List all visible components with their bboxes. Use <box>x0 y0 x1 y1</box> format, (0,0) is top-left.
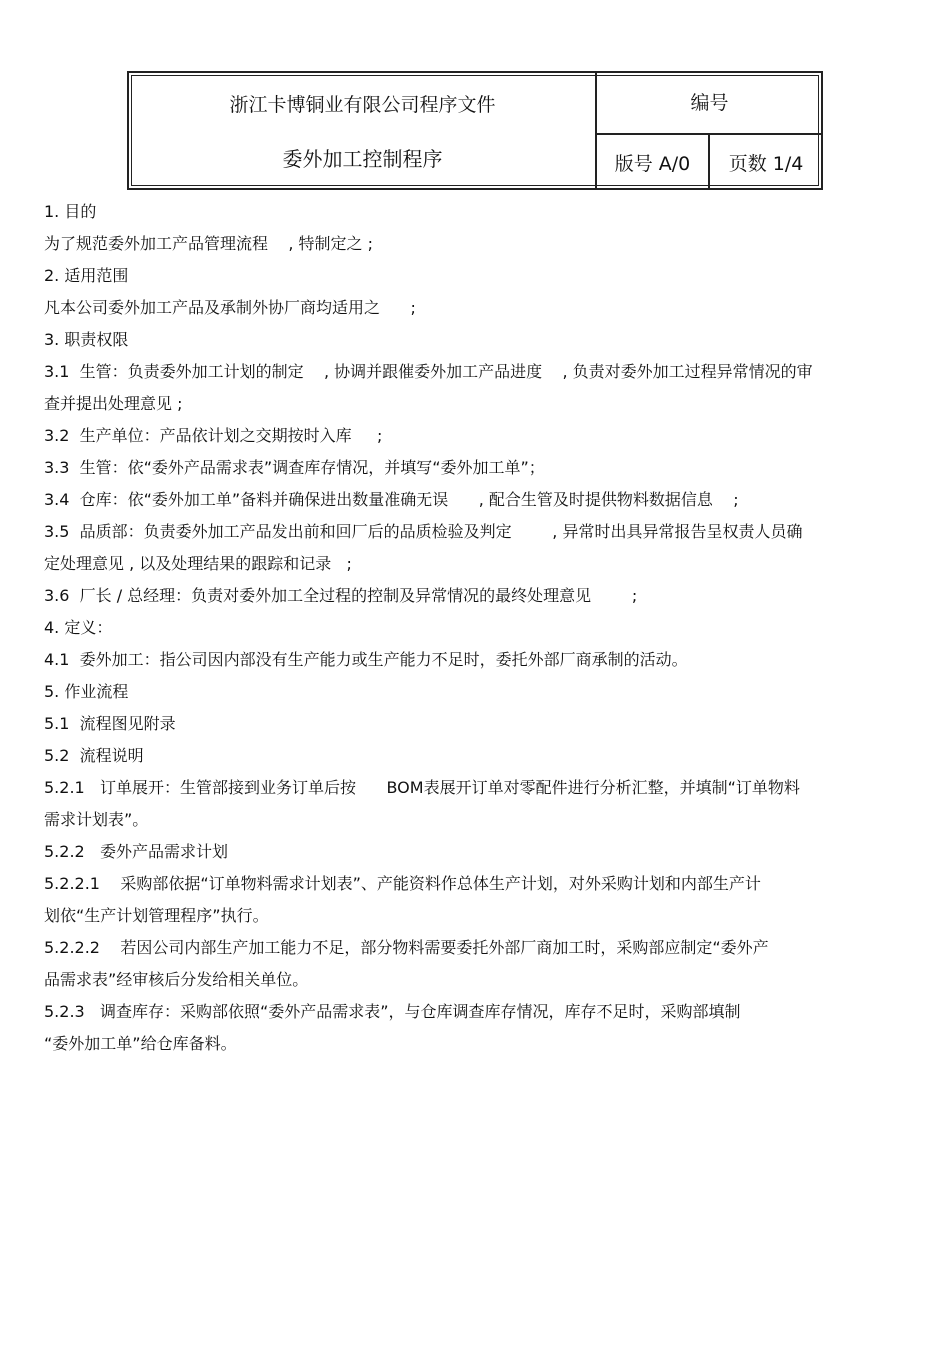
body-line: 3.1 生管：负责委外加工计划的制定 , 协调并跟催委外加工产品进度 , 负责对委外加工过程异常情况的审 <box>44 362 813 381</box>
body-line: 5.2 流程说明 <box>44 746 144 765</box>
body-line: 需求计划表”。 <box>44 810 149 829</box>
document-body <box>44 196 894 1060</box>
body-line: 3.5 品质部：负责委外加工产品发出前和回厂后的品质检验及判定 , 异常时出具异常报告呈权责人员确 <box>44 522 803 541</box>
body-line: 5.2.2.2 若因公司内部生产加工能力不足，部分物料需要委托外部厂商加工时，采购部应制定“委外产 <box>44 938 769 957</box>
company-document-title: 浙江卡博铜业有限公司程序文件 <box>229 93 496 116</box>
body-line: 5.2.2.1 采购部依据“订单物料需求计划表”、产能资料作总体生产计划，对外采购计划和内部生产计 <box>44 874 761 893</box>
procedure-title: 委外加工控制程序 <box>282 146 443 171</box>
body-line: “委外加工单”给仓库备料。 <box>44 1034 237 1053</box>
body-line: 4.1 委外加工：指公司因内部没有生产能力或生产能力不足时，委托外部厂商承制的活动。 <box>44 650 688 669</box>
body-line: 3.6 厂长 / 总经理：负责对委外加工全过程的控制及异常情况的最终处理意见 ; <box>44 586 638 605</box>
body-line: 3.4 仓库：依“委外加工单”备料并确保进出数量准确无误 , 配合生管及时提供物料数据信息 ; <box>44 490 739 509</box>
body-line: 2. 适用范围 <box>44 266 129 285</box>
document-code-label: 编号 <box>690 91 729 114</box>
document-header-table <box>127 71 823 190</box>
body-line: 定处理意见 , 以及处理结果的跟踪和记录 ; <box>44 554 352 573</box>
body-line: 3.2 生产单位：产品依计划之交期按时入库 ; <box>44 426 383 445</box>
body-line: 3.3 生管：依“委外产品需求表”调查库存情况，并填写“委外加工单”； <box>44 458 545 477</box>
body-line: 5. 作业流程 <box>44 682 129 701</box>
body-line: 查并提出处理意见 ; <box>44 394 183 413</box>
body-line: 5.1 流程图见附录 <box>44 714 176 733</box>
body-line: 品需求表”经审核后分发给相关单位。 <box>44 970 309 989</box>
body-line: 为了规范委外加工产品管理流程 , 特制定之 ; <box>44 234 373 253</box>
body-line: 划依“生产计划管理程序”执行。 <box>44 906 269 925</box>
body-line: 4. 定义： <box>44 618 113 637</box>
body-line: 3. 职责权限 <box>44 330 129 349</box>
body-line: 1. 目的 <box>44 202 97 221</box>
body-line: 5.2.1 订单展开：生管部接到业务订单后按 BOM表展开订单对零配件进行分析汇整，并填制“订单物料 <box>44 778 800 797</box>
body-line: 5.2.3 调查库存：采购部依照“委外产品需求表”，与仓库调查库存情况，库存不足时，采购部填制 <box>44 1002 741 1021</box>
body-line: 5.2.2 委外产品需求计划 <box>44 842 228 861</box>
page-count: 页数 1/4 <box>728 153 804 175</box>
version-number: 版号 A/0 <box>614 153 691 175</box>
body-line: 凡本公司委外加工产品及承制外协厂商均适用之 ; <box>44 298 416 317</box>
